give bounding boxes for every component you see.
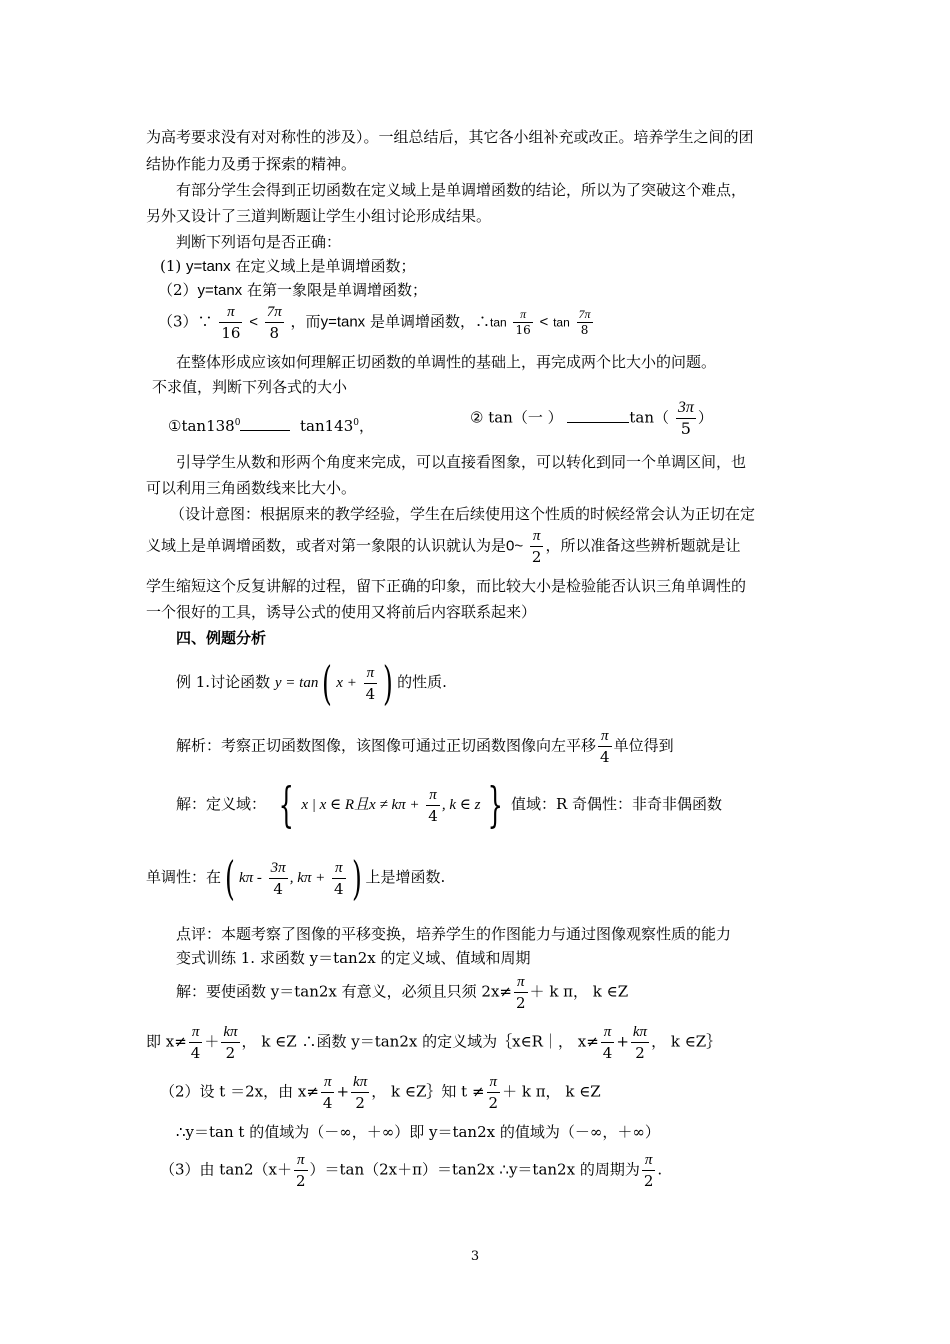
judge-item-1 bbox=[160, 256, 950, 277]
page-number: 3 bbox=[470, 1249, 480, 1264]
example-text: 的性质. bbox=[397, 673, 447, 691]
item-text: 在第一象限是单调增函数； bbox=[246, 281, 427, 299]
plus-sign: + bbox=[336, 1082, 350, 1101]
comparison-2 bbox=[470, 398, 713, 439]
text-segment: 即 x≠ bbox=[146, 1032, 187, 1051]
text-segment: 单位得到 bbox=[613, 736, 674, 755]
fraction: $\frac{k\pi}{2}$ bbox=[353, 1074, 368, 1112]
judge-title: 判断下列语句是否正确： bbox=[176, 233, 342, 251]
text-segment: 解析：考察正切函数图像，该图像可通过正切函数图像向左平移 bbox=[176, 736, 597, 755]
comparison-text: tan（ bbox=[629, 408, 670, 427]
answer-blank bbox=[240, 416, 290, 431]
fraction: $\frac{\pi}{4}$ bbox=[600, 728, 610, 766]
paragraph-line: 为高考要求没有对对称性的涉及）。一组总结后，其它各小组补充或改正。培养学生之间的团 bbox=[146, 128, 754, 146]
fraction: $\frac{\pi}{2}$ bbox=[643, 1152, 654, 1190]
fraction: $\frac{\pi}{4}$ bbox=[602, 1024, 613, 1062]
tan-label: tan bbox=[553, 315, 570, 330]
comparison-text: tan143 bbox=[300, 417, 354, 435]
less-than: < bbox=[249, 313, 258, 331]
punct: ， bbox=[359, 417, 375, 435]
comment-line: 点评：本题考察了图像的平移变换，培养学生的作图能力与通过图像观察性质的能力 bbox=[176, 925, 732, 943]
paragraph-line: 有部分学生会得到正切函数在定义域上是单调增函数的结论，所以为了突破这个难点， bbox=[176, 181, 747, 199]
paragraph-line: 可以利用三角函数线来比大小。 bbox=[146, 479, 357, 497]
plus-sign: ＋ bbox=[204, 1032, 220, 1051]
fraction: $\frac{\pi}{16}$ bbox=[221, 304, 241, 342]
tan-label: tan bbox=[489, 315, 507, 330]
example-1: 例 1.讨论函数 y = tan( x + $\frac{\pi}{4}$ ) 的性质. bbox=[176, 656, 447, 710]
function-expr: y=tanx bbox=[197, 282, 243, 299]
monotonicity-line: 单调性：在( kπ - $\frac{3\pi}{4}$ , kπ + $\frac{\pi}{4}$ ) 上是增函数. bbox=[146, 851, 446, 905]
fraction: $\frac{\pi}{4}$ bbox=[365, 664, 376, 703]
text-segment: 上是增函数. bbox=[365, 868, 446, 886]
fraction: $\frac{k\pi}{2}$ bbox=[223, 1024, 238, 1062]
paragraph-line: 结协作能力及勇于探索的精神。 bbox=[146, 155, 357, 173]
text-segment: 义域上是单调增函数，或者对第一象限的认识就认为是 bbox=[146, 536, 507, 555]
fraction: $\frac{\pi}{2}$ bbox=[531, 528, 542, 566]
solution-2 bbox=[176, 972, 628, 1013]
text-segment: （2）设 t ＝2x，由 x≠ bbox=[160, 1082, 319, 1101]
text-segment: ， k ∈Z ∴函数 y＝tan2x 的定义域为｛x∈R｜， x≠ bbox=[241, 1032, 599, 1051]
text-segment: ）＝tan（2x＋π）＝tan2x ∴y＝tan2x 的周期为 bbox=[309, 1160, 640, 1179]
punct: ） bbox=[697, 408, 713, 427]
item-text: 是单调增函数，∴ bbox=[369, 312, 490, 331]
solution-domain: 解：定义域： { x | x ∈ R且x ≠ kπ + $\frac{\pi}{4}$ , k ∈ z } 值域：R 奇偶性：非奇非偶函数 bbox=[176, 777, 723, 833]
function-expr: y=tanx bbox=[186, 258, 231, 275]
comparison-text: ② tan（一 ） bbox=[470, 408, 563, 427]
analysis-line bbox=[176, 726, 674, 767]
paragraph-line: 另外又设计了三道判断题让学生小组讨论形成结果。 bbox=[146, 207, 492, 225]
text-segment: ＋ k π， k ∈Z bbox=[529, 982, 629, 1001]
math-expr: kπ - bbox=[238, 870, 262, 886]
fraction: $\frac{7\pi}{8}$ bbox=[578, 307, 591, 337]
text-segment: . bbox=[657, 1160, 663, 1179]
less-than: < bbox=[539, 313, 549, 331]
paragraph-line: 不求值，判断下列各式的大小 bbox=[152, 378, 348, 396]
paragraph-line bbox=[146, 526, 740, 567]
math-expr: x + bbox=[336, 675, 357, 691]
paragraph-line: 学生缩短这个反复讲解的过程，留下正确的印象，而比较大小是检验能否认识三角单调性的 bbox=[146, 577, 747, 595]
math-expr: , kπ + bbox=[289, 870, 326, 886]
domain-result bbox=[146, 1022, 721, 1063]
text-segment: ＋ k π， k ∈Z bbox=[502, 1082, 601, 1101]
fraction: $\frac{k\pi}{2}$ bbox=[632, 1024, 648, 1062]
judge-item-3 bbox=[158, 302, 595, 343]
function-expr: y=tanx bbox=[320, 313, 366, 331]
fraction: $\frac{\pi}{16}$ bbox=[515, 307, 531, 337]
fraction: $\frac{\pi}{4}$ bbox=[190, 1024, 201, 1062]
paragraph-line: 引导学生从数和形两个角度来完成，可以直接看图象，可以转化到同一个单调区间，也 bbox=[176, 453, 747, 471]
fraction: $\frac{3\pi}{4}$ bbox=[270, 859, 286, 898]
item-number: (1) bbox=[160, 257, 182, 275]
text-segment: ，所以准备这些辨析题就是让 bbox=[545, 536, 741, 555]
comparison-text: ①tan138 bbox=[168, 417, 235, 435]
judge-item-2 bbox=[158, 280, 950, 301]
fraction: $\frac{\pi}{2}$ bbox=[516, 974, 526, 1012]
math-expr: y = tan bbox=[274, 675, 319, 691]
variant-training: 变式训练 1. 求函数 y＝tan2x 的定义域、值域和周期 bbox=[176, 949, 531, 967]
paragraph-line: （设计意图：根据原来的教学经验，学生在后续使用这个性质的时候经常会认为正切在定 bbox=[170, 505, 756, 523]
fraction: $\frac{3\pi}{5}$ bbox=[677, 399, 694, 438]
step-2-range: ∴y＝tan t 的值域为（－∞，＋∞）即 y＝tan2x 的值域为（－∞，＋∞） bbox=[176, 1123, 660, 1141]
section-heading: 四、例题分析 bbox=[176, 629, 267, 647]
math-expr: , k ∈ z bbox=[441, 797, 481, 813]
fraction: $\frac{\pi}{4}$ bbox=[428, 786, 438, 825]
paragraph-line: 一个很好的工具，诱导公式的使用又将前后内容联系起来） bbox=[146, 603, 537, 621]
fraction: $\frac{7\pi}{8}$ bbox=[266, 304, 282, 342]
fraction: $\frac{\pi}{2}$ bbox=[295, 1152, 306, 1190]
text-segment: ， k ∈Z｝知 t ≠ bbox=[371, 1082, 485, 1101]
fraction: $\frac{\pi}{4}$ bbox=[334, 859, 344, 898]
fraction: $\frac{\pi}{2}$ bbox=[488, 1074, 499, 1112]
text-segment: ， k ∈Z｝ bbox=[651, 1032, 722, 1051]
item-text: ，而 bbox=[290, 312, 321, 331]
answer-blank bbox=[567, 408, 629, 423]
paragraph-line: 在整体形成应该如何理解正切函数的单调性的基础上，再完成两个比大小的问题。 bbox=[176, 353, 717, 371]
item-number: （3）∵ bbox=[158, 312, 213, 331]
text-segment: 单调性：在 bbox=[146, 868, 222, 886]
comparison-1 bbox=[168, 413, 374, 436]
plus-sign: + bbox=[616, 1032, 629, 1051]
text-segment: 解：要使函数 y＝tan2x 有意义，必须且只须 2x≠ bbox=[176, 982, 512, 1001]
degree-mark: 0 bbox=[353, 418, 359, 428]
text-segment: 解：定义域： bbox=[176, 795, 267, 813]
item-number: （2） bbox=[158, 281, 198, 299]
step-2 bbox=[160, 1072, 601, 1113]
text-segment: （3）由 tan2（x＋ bbox=[160, 1160, 292, 1179]
degree-mark: 0 bbox=[234, 418, 241, 428]
example-label: 例 1.讨论函数 bbox=[176, 673, 271, 691]
fraction: $\frac{\pi}{4}$ bbox=[322, 1074, 333, 1112]
step-3 bbox=[160, 1150, 662, 1191]
item-text: 在定义域上是单调增函数； bbox=[235, 257, 416, 275]
text-segment: 值域：R 奇偶性：非奇非偶函数 bbox=[510, 795, 723, 813]
range-start: 0~ bbox=[506, 537, 524, 555]
math-expr: x | x ∈ R且x ≠ kπ + bbox=[301, 797, 420, 813]
